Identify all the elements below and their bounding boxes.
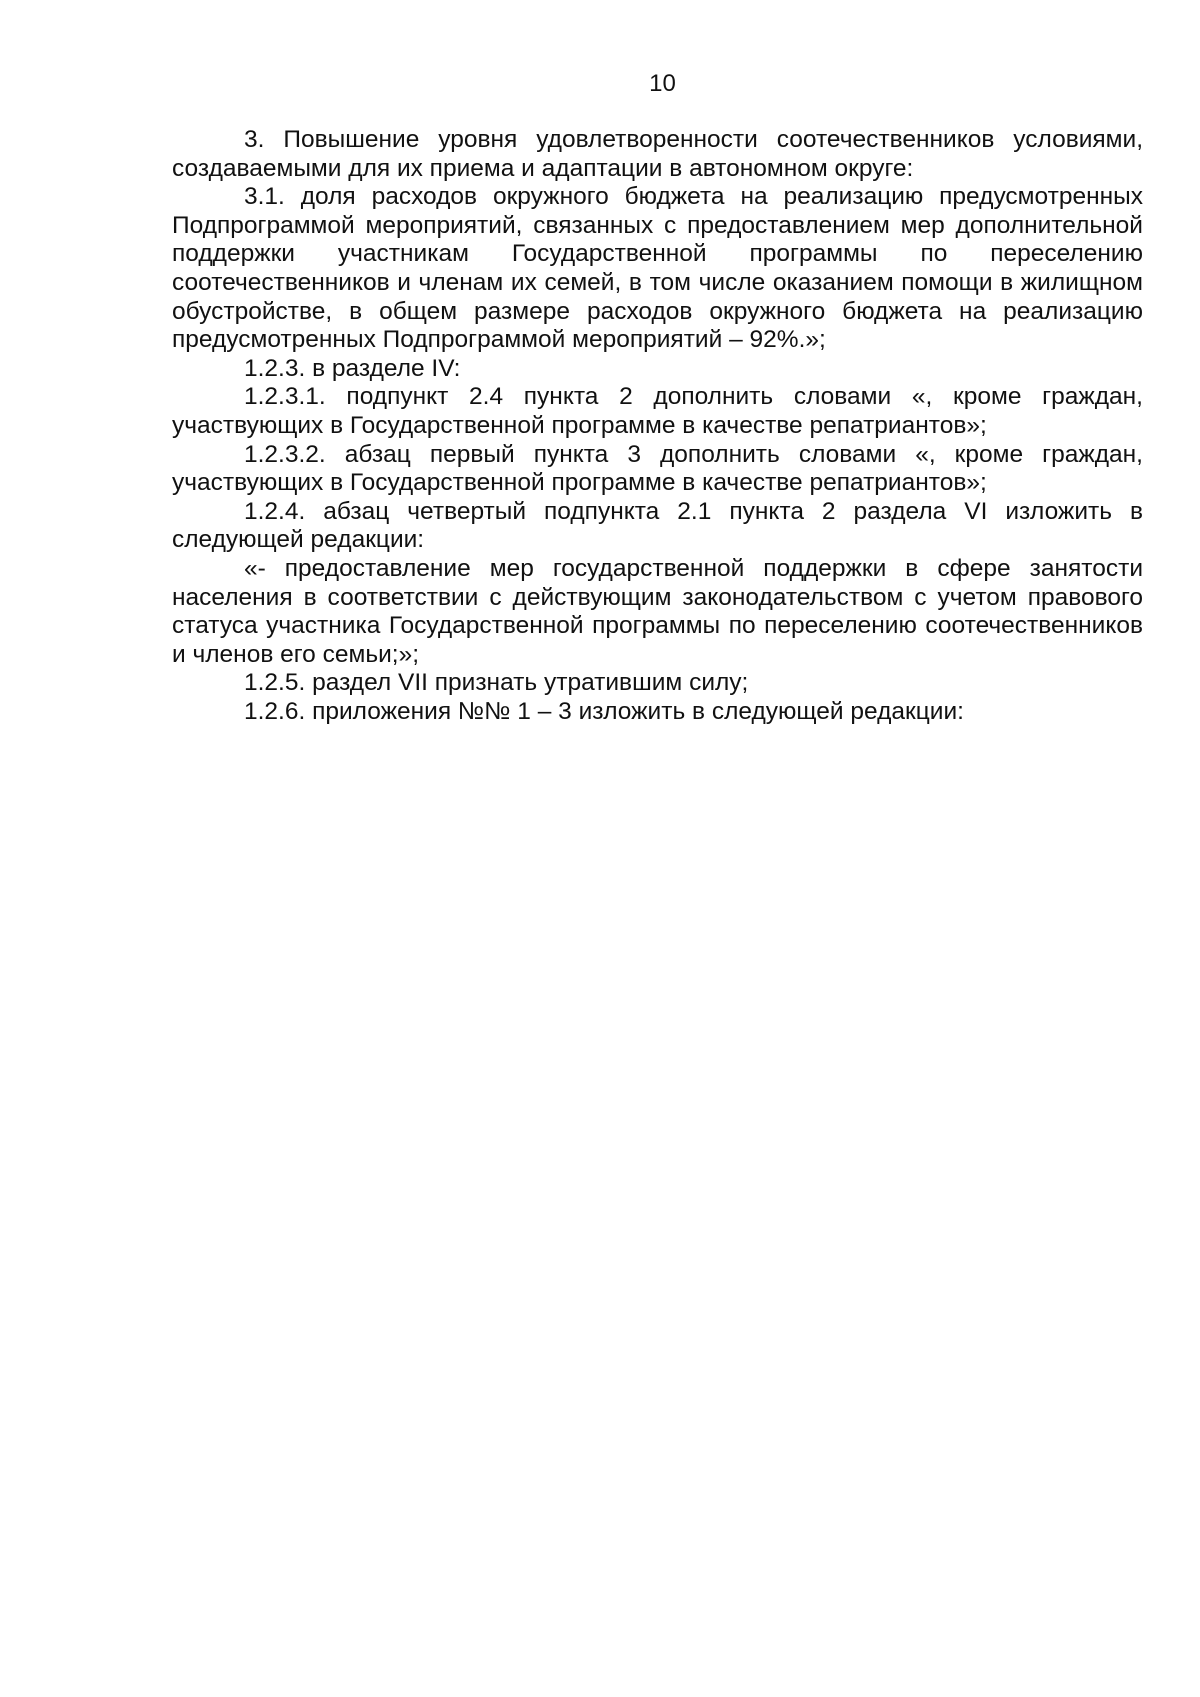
paragraph-3-1: 3.1. доля расходов окружного бюджета на реализацию предусмотренных Подпрограммой мероприятий, связанных с предоставлением мер дополнительной поддержки участникам Государственной программы по переселению соотечественников и членам их семей, в том числе оказанием помощи в жилищном обустройстве, в общем размере расходов окружного бюджета на реализацию предусмотренных Подпрограммой мероприятий – 92%.»; (172, 183, 1143, 354)
paragraph-1-2-3-1: 1.2.3.1. подпункт 2.4 пункта 2 дополнить словами «, кроме граждан, участвующих в Государственной программе в качестве репатриантов»; (172, 383, 1143, 439)
document-body (172, 126, 1143, 726)
paragraph-1-2-6: 1.2.6. приложения №№ 1 – 3 изложить в следующей редакции: (244, 697, 964, 725)
paragraph-3: 3. Повышение уровня удовлетворенности соотечественников условиями, создаваемыми для их приема и адаптации в автономном округе: (172, 126, 1143, 182)
paragraph-1-2-3: 1.2.3. в разделе IV: (244, 354, 461, 382)
paragraph-1-2-3-2: 1.2.3.2. абзац первый пункта 3 дополнить словами «, кроме граждан, участвующих в Государственной программе в качестве репатриантов»; (172, 440, 1143, 497)
paragraph-1-2-5: 1.2.5. раздел VII признать утратившим силу; (244, 669, 749, 697)
page-number: 10 (649, 70, 676, 97)
paragraph-quote: «- предоставление мер государственной поддержки в сфере занятости населения в соответствии с действующим законодательством с учетом правового статуса участника Государственной программы по переселению соотечественников и членов его семьи;»; (172, 554, 1143, 668)
paragraph-1-2-4: 1.2.4. абзац четвертый подпункта 2.1 пункта 2 раздела VI изложить в следующей редакции: (172, 497, 1143, 554)
